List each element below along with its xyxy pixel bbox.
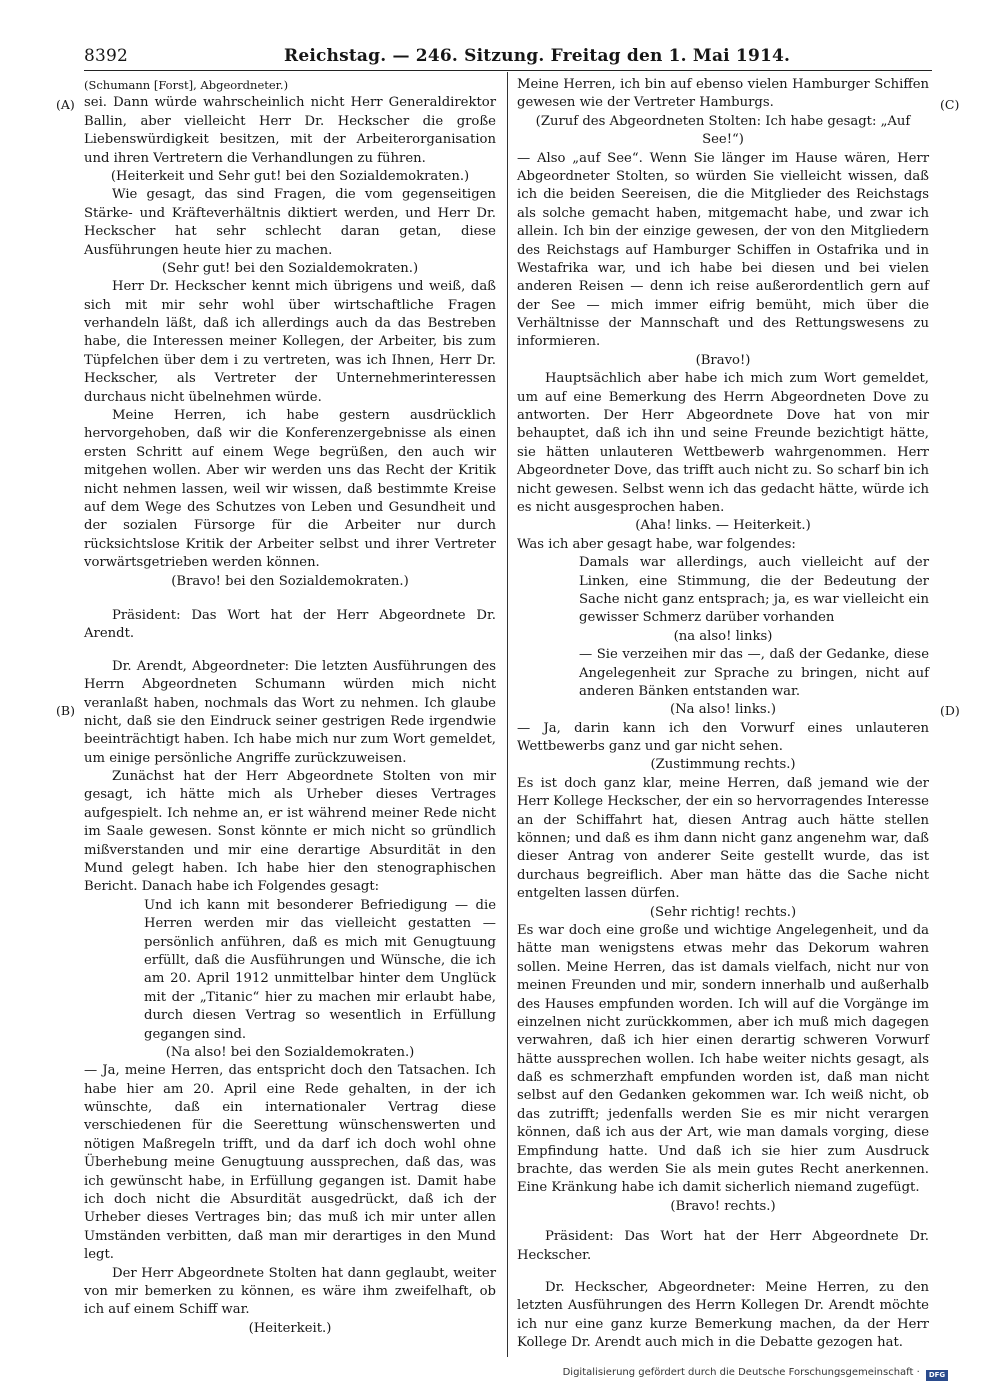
- left-column: [84, 76, 496, 1338]
- header-rule: [84, 70, 932, 71]
- paragraph: Meine Herren, ich bin auf ebenso vielen Hamburger Schiffen gewesen wie der Vertreter Hamburgs.: [517, 77, 929, 111]
- paragraph: — Also „auf See“. Wenn Sie länger im Hause wären, Herr Abgeordneter Stolten, so würden Sie vielleicht wissen, daß ich die beiden Seereisen, die die Mitglieder des Reichstags als solche gemacht haben, mitgemacht habe, und zwar ich allein. Ich bin der einzige gewesen, der von den Mitgliedern des Reichstags auf Hamburger Schiffen in Ostafrika und in Westafrika war, und ich habe bei diesen und bei vielen anderen Reisen — denn ich reise außerordentlich gern auf der See — mich immer eifrig bemüht, mich über die Verhältnisse der Mannschaft und des Rettungswesens zu informieren.: [517, 150, 929, 350]
- paragraph: Wie gesagt, das sind Fragen, die vom gegenseitigen Stärke- und Kräfteverhältnis diktiert werden, und Herr Dr. Heckscher hat sehr schlecht daran getan, diese Ausführungen heute hier zu machen.: [84, 187, 496, 258]
- paragraph: — Ja, meine Herren, das entspricht doch den Tatsachen. Ich habe hier am 20. April eine Rede gehalten, in der ich wünschte, daß ein internationaler Vertrag diese verschiedenen für die Seerettung wünschenswerten und nötigen Maßregeln trifft, und da darf ich doch wohl ohne Überhebung meine Genugtuung aussprechen, daß das, was ich gewünscht habe, in Erfüllung gegangen ist. Damit habe ich doch nicht die Absurdität ausgedrückt, daß ich der Urheber dieses Vertrages bin; das muß ich mir unter allen Umständen verbitten, daß man mir derartiges in den Mund legt.: [84, 1063, 496, 1263]
- speech-opening: Dr. Arendt, Abgeordneter: Die letzten Ausführungen des Herrn Abgeordneten Schumann würden mich nicht veranlaßt haben, nochmals das Wort zu nehmen. Ich glaube nicht, daß sie den Eindruck seiner gestrigen Rede irgendwie beeinträchtigt haben. Ich habe mich nur zum Wort gemeldet, um einige persönliche Angriffe zurückzuweisen.: [84, 658, 496, 766]
- column-divider: [507, 72, 508, 1357]
- paragraph: Es war doch eine große und wichtige Angelegenheit, und da hätte man wenigstens etwas mehr das Dekorum wahren sollen. Meine Herren, das ist damals vielfach, nicht nur von meinen Freunden und mir, sondern innerhalb und außerhalb des Hauses empfunden worden. Ich will auf die Vorgänge im einzelnen nicht zurückkommen, aber ich muß mich dagegen verwahren, daß ich hier einen derartig schweren Vorwurf hätte aussprechen wollen. Ich habe weiter nichts gesagt, als daß es schmerzhaft empfunden worden ist, daß man nicht selbst auf den Gedanken gekommen war. Ich weiß nicht, ob das zutrifft; jedenfalls werden Sie es mir nicht verargen können, daß ich aus der Art, wie man damals vorging, diese Empfindung hatte. Und daß ich sie hier zum Ausdruck brachte, das werden Sie als mein gutes Recht anerkennen. Eine Kränkung habe ich damit sicherlich niemand zugefügt.: [517, 922, 929, 1196]
- margin-marker-c: (C): [940, 97, 960, 112]
- interjection: (Sehr gut! bei den Sozialdemokraten.): [161, 260, 419, 276]
- interjection: (Sehr richtig! rechts.): [649, 904, 797, 920]
- block-quote: Und ich kann mit besonderer Befriedigung — die Herren werden mir das vielleicht gestatten — persönlich anführen, daß es mich mit Genugtuung erfüllt, daß die Ausführungen und Wünsche, die ich am 20. April 1912 unmittelbar hinter dem Unglück mit der „Titanic“ hier zu machen mir erlaubt habe, durch diesen Vertrag so wesentlich in Erfüllung gegangen sind.: [144, 897, 496, 1042]
- paragraph: sei. Dann würde wahrscheinlich nicht Herr Generaldirektor Ballin, aber vielleicht Herr Dr. Heckscher die große Liebenswürdigkeit besitzen, mit der Arbeiterorganisation und ihren Vertretern die Verhandlungen zu führen.: [84, 95, 496, 166]
- interjection: (Zustimmung rechts.): [650, 757, 796, 773]
- margin-marker-a: (A): [56, 97, 75, 112]
- continuation-header: (Schumann [Forst], Abgeordneter.): [84, 78, 289, 92]
- interjection: (Heiterkeit.): [248, 1320, 332, 1336]
- paragraph: Hauptsächlich aber habe ich mich zum Wort gemeldet, um auf eine Bemerkung des Herrn Abgeordneten Dove zu antworten. Der Herr Abgeordnete Dove hat von mir behauptet, daß ich ihn und seine Freunde bezichtigt hätte, sie hätten unlauteren Wettbewerb wahrgenommen. Herr Abgeordneter Dove, das trifft auch nicht zu. So scharf bin ich nicht gewesen. Selbst wenn ich das gedacht hätte, würde ich es nicht ausgesprochen haben.: [517, 371, 929, 515]
- interjection: (Zuruf des Abgeordneten Stolten: Ich habe gesagt: „Auf See!“): [535, 113, 911, 148]
- speech-opening: Dr. Heckscher, Abgeordneter: Meine Herren, zu den letzten Ausführungen des Herrn Kollegen Dr. Arendt möchte ich nur eine ganz kurze Bemerkung machen, da der Herr Kollege Dr. Arendt auch mich in die Debatte gezogen hat.: [517, 1280, 929, 1351]
- paragraph: Was ich aber gesagt habe, war folgendes:: [517, 536, 796, 552]
- margin-marker-b: (B): [56, 703, 75, 718]
- running-title: Reichstag. — 246. Sitzung. Freitag den 1. Mai 1914.: [284, 46, 791, 66]
- interjection: (Na also! links.): [669, 702, 777, 718]
- interjection: (Bravo!): [695, 352, 751, 368]
- paragraph: Zunächst hat der Herr Abgeordnete Stolten von mir gesagt, ich hätte mich als Urheber dieses Vertrages aufgespielt. Ich nehme an, er ist während meiner Rede nicht im Saale gewesen. Sonst könnte er mich nicht so gründlich mißverstanden und mir eine derartige Absurdität in den Mund gelegt haben. Ich habe hier den stenographischen Bericht. Danach habe ich Folgendes gesagt:: [84, 769, 496, 895]
- interjection: (Bravo! rechts.): [670, 1198, 776, 1214]
- footer-note: [563, 1367, 948, 1381]
- digitization-note: Digitalisierung gefördert durch die Deutsche Forschungsgemeinschaft ·: [562, 1367, 920, 1378]
- paragraph: Herr Dr. Heckscher kennt mich übrigens und weiß, daß sich mit mir sehr wohl über wirtschaftliche Fragen verhandeln läßt, daß ich allerdings auch da das Bestreben habe, die Interessen meiner Kollegen, der Arbeiter, bis zum Tüpfelchen über dem i zu vertreten, was ich Ihnen, Herr Dr. Heckscher, als Vertreter der Unternehmerinteressen durchaus nicht übelnehmen würde.: [84, 279, 496, 405]
- margin-marker-d: (D): [940, 703, 960, 718]
- page-number: 8392: [84, 46, 129, 66]
- paragraph: — Ja, darin kann ich den Vorwurf eines unlauteren Wettbewerbs ganz und gar nicht sehen.: [517, 720, 929, 755]
- president-statement: Präsident: Das Wort hat der Herr Abgeordnete Dr. Heckscher.: [517, 1229, 929, 1263]
- right-column: [517, 76, 929, 1353]
- paragraph: Meine Herren, ich habe gestern ausdrücklich hervorgehoben, daß wir die Konferenzergebnisse als einen ersten Schritt auf einem Wege begrüßen, den auch wir mitgehen wollen. Aber wir werden uns das Recht der Kritik nicht nehmen lassen, weil wir wissen, daß bestimmte Kreise auf dem Wege des Schutzes von Leben und Gesundheit und der sozialen Fürsorge für die Arbeiter nur durch rücksichtslose Kritik der Arbeiter selbst und ihrer Vertreter vorwärtsgetrieben werden können.: [84, 408, 496, 571]
- interjection: (Aha! links. — Heiterkeit.): [635, 518, 811, 534]
- dfg-logo: DFG: [926, 1370, 948, 1381]
- interjection: (Na also! bei den Sozialdemokraten.): [165, 1044, 415, 1060]
- president-statement: Präsident: Das Wort hat der Herr Abgeordnete Dr. Arendt.: [84, 607, 496, 642]
- block-quote: — Sie verzeihen mir das —, daß der Gedanke, diese Angelegenheit zur Sprache zu bringen, nicht auf anderen Bänken entstanden war.: [579, 647, 929, 699]
- interjection: (Heiterkeit und Sehr gut! bei den Sozialdemokraten.): [110, 168, 470, 184]
- page-header: [84, 46, 934, 68]
- interjection: (Bravo! bei den Sozialdemokraten.): [171, 573, 409, 589]
- block-quote: Damals war allerdings, auch vielleicht auf der Linken, eine Stimmung, die der Bedeutung der Sache nicht ganz entsprach; ja, es war vielleicht ein gewisser Schmerz darüber vorhanden: [579, 555, 929, 626]
- interjection: (na also! links): [673, 628, 773, 644]
- paragraph: Es ist doch ganz klar, meine Herren, daß jemand wie der Herr Kollege Heckscher, der ein so hervorragendes Interesse an der Schiffahrt hat, diesen Antrag auch hätte stellen können; und daß es ihm dann nicht ganz angenehm war, daß dieser Antrag von anderer Seite gestellt wurde, das ist durchaus begreiflich. Aber man hätte das die Sache nicht entgelten lassen dürfen.: [517, 775, 929, 902]
- paragraph: Der Herr Abgeordnete Stolten hat dann geglaubt, weiter von mir bemerken zu können, es wäre ihm zweifelhaft, ob ich auf einem Schiff war.: [84, 1265, 496, 1318]
